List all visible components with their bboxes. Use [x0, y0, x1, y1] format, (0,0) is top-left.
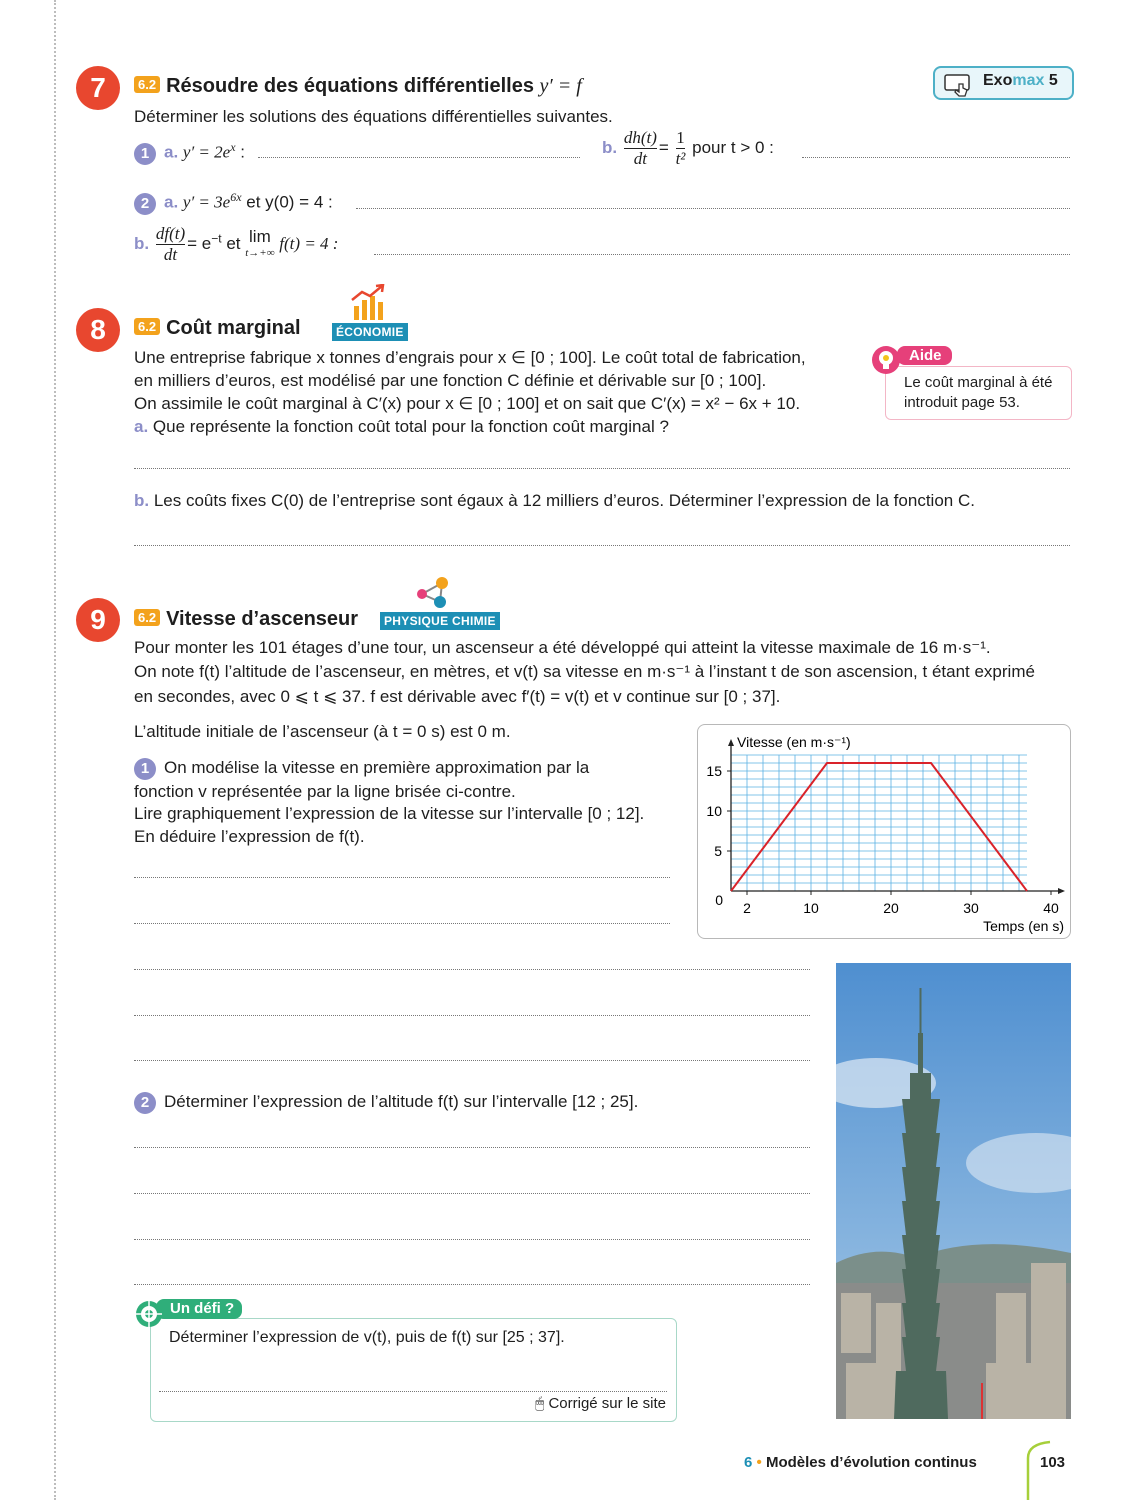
q1-a-equation: y′ = 2e — [182, 142, 231, 162]
x-axis-label: Temps (en s) — [983, 918, 1064, 934]
exomax-button[interactable] — [933, 66, 1074, 100]
question-2-number: 2 — [134, 193, 156, 215]
qa-label: a. — [134, 417, 149, 436]
defi-box — [150, 1318, 677, 1422]
exercise-9-tag: 6.2 — [134, 609, 160, 626]
chart-up-icon — [350, 284, 386, 322]
q2-a-exponent: 6x — [230, 190, 242, 204]
exercise-7-q1-b — [602, 128, 774, 169]
answer-line[interactable] — [134, 1015, 810, 1016]
exomax-label-2: max — [1012, 72, 1045, 89]
footer-chapter — [744, 1454, 977, 1471]
exercise-8-qb — [134, 491, 975, 511]
target-icon — [134, 1299, 164, 1329]
exercise-9-q1-line-2: fonction v représentée par la ligne brisée ci-contre. — [134, 782, 516, 801]
answer-line[interactable] — [356, 208, 1070, 209]
economie-badge: ÉCONOMIE — [332, 323, 408, 341]
aide-box — [885, 366, 1072, 420]
x-tick-label: 10 — [803, 900, 819, 916]
exercise-9-q1-line-1 — [134, 758, 589, 780]
frac-den: t² — [675, 149, 686, 168]
exercise-7-tag: 6.2 — [134, 76, 160, 93]
cursor-hand-icon — [943, 72, 977, 98]
exercise-7-q2-b — [134, 224, 338, 265]
answer-line[interactable] — [134, 1060, 810, 1061]
exercise-7-q1-a — [134, 140, 245, 165]
question-2-number: 2 — [134, 1092, 156, 1114]
exercise-8-title-text: Coût marginal — [166, 317, 301, 339]
origin-label: 0 — [715, 892, 723, 908]
exercise-8-line-3: On assimile le coût marginal à C′(x) pour x ∈ [0 ; 100] et on sait que C′(x) = x² − 6x + 10. — [134, 394, 801, 413]
aide-title-text: Aide — [909, 347, 942, 364]
exercise-9-q1-line-4: En déduire l’expression de f(t). — [134, 827, 365, 846]
q2-a-label: a. — [164, 192, 179, 212]
lim-text: lim — [249, 226, 271, 246]
answer-line[interactable] — [802, 157, 1070, 158]
answer-line[interactable] — [134, 969, 810, 970]
frac-num: df(t) — [155, 224, 186, 243]
exercise-9-q2 — [134, 1092, 638, 1114]
question-1-number: 1 — [134, 758, 156, 780]
tower-photo — [836, 963, 1071, 1419]
velocity-graph-frame — [697, 724, 1071, 939]
q1-a-colon: : — [240, 142, 245, 162]
answer-line[interactable] — [134, 877, 670, 878]
x-tick-label: 40 — [1043, 900, 1059, 916]
equals: = e — [187, 233, 212, 253]
q1-line-1-text: On modélise la vitesse en première approximation par la — [164, 758, 590, 777]
q1-b-label: b. — [602, 137, 618, 157]
q1-b-fraction-right — [676, 128, 686, 169]
q2-b-exponent: −t — [211, 231, 222, 246]
exercise-7-title-math: y′ = f — [539, 75, 582, 97]
qb-label: b. — [134, 491, 150, 510]
answer-line[interactable] — [159, 1391, 667, 1392]
exercise-8-line-2: en milliers d’euros, est modélisé par une fonction C définie et dérivable sur [0 ; 100]. — [134, 371, 767, 390]
frac-num: 1 — [676, 128, 685, 147]
y-axis-label: Vitesse (en m·s⁻¹) — [737, 734, 851, 750]
defi-text: Déterminer l’expression de v(t), puis de f(t) sur [25 ; 37]. — [169, 1329, 565, 1346]
footer-dot: • — [756, 1454, 762, 1471]
footer-chapter-number: 6 — [744, 1454, 753, 1471]
y-tick-label: 10 — [706, 803, 722, 819]
exercise-9-line-1: Pour monter les 101 étages d’une tour, un ascenseur a été développé qui atteint la vitesse maximale de 16 m·s⁻¹. — [134, 638, 991, 657]
q2-b-et: et — [226, 233, 241, 253]
exercise-9-q1-line-3: Lire graphiquement l’expression de la vitesse sur l’intervalle [0 ; 12]. — [134, 804, 645, 823]
exercise-9-number: 9 — [76, 598, 120, 642]
physique-chimie-badge: PHYSIQUE CHIMIE — [380, 612, 500, 630]
qb-text: Les coûts fixes C(0) de l’entreprise sont égaux à 12 milliers d’euros. Déterminer l’expression de la fonction C. — [153, 491, 975, 510]
q1-a-exponent: x — [230, 140, 236, 154]
exercise-7-q2-a — [134, 190, 333, 215]
margin-dotted-line — [54, 0, 56, 1500]
exercise-8-title — [134, 317, 301, 340]
aide-title — [897, 346, 952, 365]
answer-line[interactable] — [134, 1193, 810, 1194]
answer-line[interactable] — [134, 1147, 810, 1148]
q2-a-condition: et y(0) = 4 : — [246, 192, 333, 212]
exercise-9-title-text: Vitesse d’ascenseur — [166, 608, 359, 630]
q2-b-condition: f(t) = 4 : — [279, 233, 339, 253]
y-tick-label: 5 — [714, 843, 722, 859]
q2-b-label: b. — [134, 233, 150, 253]
y-tick-label: 15 — [706, 763, 722, 779]
q1-a-label: a. — [164, 142, 179, 162]
exercise-8-line-1: Une entreprise fabrique x tonnes d’engrais pour x ∈ [0 ; 100]. Le coût total de fabrication, — [134, 348, 806, 367]
aide-line-1: Le coût marginal à été — [904, 374, 1053, 391]
q1-b-fraction — [624, 128, 657, 169]
corrige-text: Corrigé sur le site — [548, 1395, 666, 1412]
defi-title: Un défi ? — [156, 1299, 242, 1319]
equals: = — [658, 137, 669, 157]
answer-line[interactable] — [258, 157, 580, 158]
answer-line[interactable] — [374, 254, 1070, 255]
y-axis-arrow — [728, 739, 734, 746]
answer-line[interactable] — [134, 545, 1070, 546]
exercise-9-line-2: On note f(t) l’altitude de l’ascenseur, en mètres, et v(t) sa vitesse en m·s⁻¹ à l’instant t de son ascension, t étant exprimé — [134, 662, 1035, 681]
x-tick-label: 30 — [963, 900, 979, 916]
limit — [245, 226, 275, 261]
aide-text — [904, 373, 1052, 413]
q2-a-equation: y′ = 3e — [182, 192, 231, 212]
x-tick-label: 20 — [883, 900, 899, 916]
exercise-8-number: 8 — [76, 308, 120, 352]
exercise-9-title — [134, 608, 358, 631]
answer-line[interactable] — [134, 1239, 810, 1240]
corrige-link[interactable] — [535, 1395, 666, 1412]
x-tick-label: 2 — [743, 900, 751, 916]
velocity-chart — [698, 725, 1070, 938]
exomax-label: Exo — [983, 72, 1013, 89]
q1-b-condition: pour t > 0 : — [692, 137, 774, 157]
mouse-icon: 🖱 — [535, 1395, 545, 1412]
answer-line[interactable] — [134, 923, 670, 924]
page-number: 103 — [1040, 1454, 1066, 1471]
x-axis-arrow — [1058, 888, 1065, 894]
frac-num: dh(t) — [623, 128, 657, 147]
exercise-9-initial: L’altitude initiale de l’ascenseur (à t = 0 s) est 0 m. — [134, 722, 511, 741]
frac-den: dt — [163, 245, 178, 264]
exercise-7-intro: Déterminer les solutions des équations différentielles suivantes. — [134, 107, 613, 126]
exercise-7-number: 7 — [76, 66, 120, 110]
exercise-8-tag: 6.2 — [134, 318, 160, 335]
exercise-9-line-3: en secondes, avec 0 ⩽ t ⩽ 37. f est dérivable avec f′(t) = v(t) et v continue sur [0 ; 37]. — [134, 687, 781, 706]
footer-chapter-title: Modèles d’évolution continus — [765, 1454, 977, 1471]
frac-den: dt — [633, 149, 647, 168]
question-1-number: 1 — [134, 143, 156, 165]
answer-line[interactable] — [134, 468, 1070, 469]
exomax-number: 5 — [1048, 72, 1058, 89]
molecule-icon — [412, 574, 452, 610]
aide-line-2: introduit page 53. — [904, 394, 1020, 411]
q2-text: Déterminer l’expression de l’altitude f(t) sur l’intervalle [12 ; 25]. — [164, 1092, 639, 1111]
lim-sub: t→+∞ — [245, 246, 275, 259]
lightbulb-icon — [871, 344, 901, 376]
exercise-8-qa — [134, 417, 669, 437]
exercise-7-title-text: Résoudre des équations différentielles — [166, 75, 534, 97]
q2-b-fraction — [156, 224, 185, 265]
exercise-7-title — [134, 75, 582, 98]
qa-text: Que représente la fonction coût total pour la fonction coût marginal ? — [152, 417, 669, 436]
answer-line[interactable] — [134, 1284, 810, 1285]
taipei-tower-image — [836, 963, 1071, 1419]
